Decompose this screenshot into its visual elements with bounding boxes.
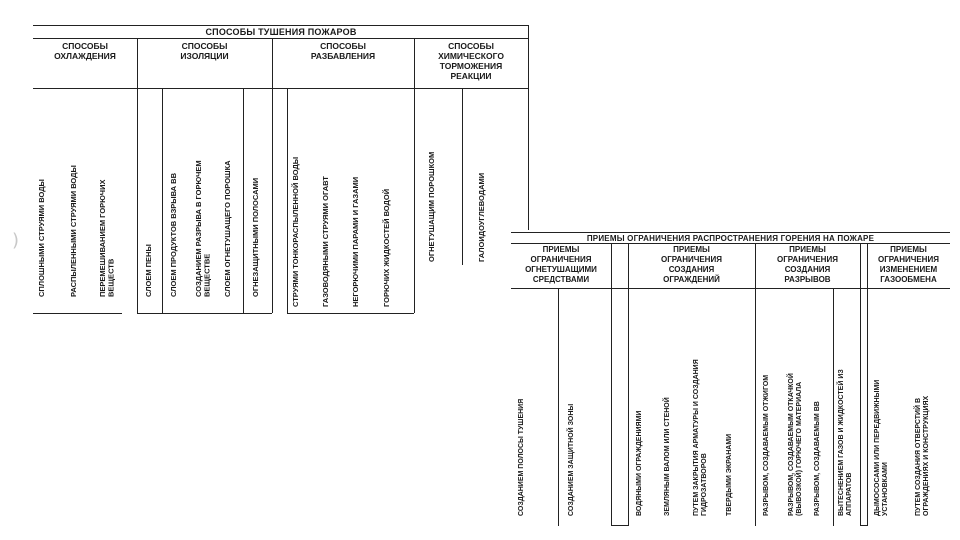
- dilution-method: СТРУЯМИ ТОНКОРАСПЫЛЕННОЙ ВОДЫ: [291, 156, 300, 307]
- table1-header-divider: [33, 88, 529, 89]
- gas-exchange-method: ПУТЕМ СОЗДАНИЯ ОТВЕРСТИЙ В ОГРАЖДЕНИЯХ И КОНСТРУКЦИЯХ: [915, 395, 930, 516]
- barrier-method: ЗЕМЛЯНЫМ ВАЛОМ ИЛИ СТЕНОЙ: [664, 397, 671, 516]
- barrier-method: ТВЕРДЫМИ ЭКРАНАМИ: [726, 433, 733, 516]
- table2-divider-4: [860, 243, 861, 526]
- header-barriers: ПРИЕМЫ ОГРАНИЧЕНИЯ СОЗДАНИЯ ОГРАЖДЕНИЙ: [661, 245, 722, 284]
- isolation-method: ОГНЕЗАЩИТНЫМИ ПОЛОСАМИ: [251, 177, 260, 297]
- table1-subdivider: [162, 88, 163, 313]
- chemical-method: ГАЛОИДОУГЛЕВОДАМИ: [477, 172, 486, 262]
- table2-top-border: [511, 232, 950, 233]
- table1-bottom-segment: [137, 313, 272, 314]
- chemical-method: ОГНЕТУШАЩИМ ПОРОШКОМ: [427, 151, 436, 262]
- table2-divider-3: [755, 243, 756, 526]
- cooling-method: ПЕРЕМЕШИВАНИЕМ ГОРЮЧИХ ВЕЩЕСТВ: [98, 179, 116, 297]
- table2-divider-2: [628, 243, 629, 526]
- break-method: РАЗРЫВОМ, СОЗДАВАЕМЫМ ОТКАЧКОЙ (ВЫВОЗКОЙ) ГОРЮЧЕГО МАТЕРИАЛА: [788, 373, 803, 516]
- header-gas-exchange: ПРИЕМЫ ОГРАНИЧЕНИЯ ИЗМЕНЕНИЕМ ГАЗООБМЕНА: [878, 245, 939, 284]
- table2-bottom-segment: [860, 525, 867, 526]
- table1-title: СПОСОБЫ ТУШЕНИЯ ПОЖАРОВ: [205, 27, 357, 37]
- table1-bottom-segment: [33, 313, 122, 314]
- dilution-method: ГАЗОВОДЯНЫМИ СТРУЯМИ ОГАВТ: [321, 176, 330, 307]
- table2-divider-5: [867, 243, 868, 526]
- table2-title-divider: [511, 243, 950, 244]
- break-method: РАЗРЫВОМ, СОЗДАВАЕМЫМ ОТЖИГОМ: [763, 374, 770, 516]
- table1-title-divider: [33, 38, 529, 39]
- dilution-method: НЕГОРЮЧИМИ ПАРАМИ И ГАЗАМИ: [351, 176, 360, 307]
- isolation-method: СОЗДАНИЕМ РАЗРЫВА В ГОРЮЧЕМ ВЕЩЕСТВЕ: [194, 160, 212, 297]
- table1-subdivider: [462, 88, 463, 265]
- break-method: РАЗРЫВОМ, СОЗДАВАЕМЫМ ВВ: [814, 401, 821, 516]
- header-agents: ПРИЕМЫ ОГРАНИЧЕНИЯ ОГНЕТУШАЩИМИ СРЕДСТВАМИ: [525, 245, 597, 284]
- cooling-method: РАСПЫЛЕННЫМИ СТРУЯМИ ВОДЫ: [69, 165, 78, 297]
- header-dilution: СПОСОБЫ РАЗБАВЛЕНИЯ: [310, 41, 376, 61]
- barrier-method: ВОДЯНЫМИ ОГРАЖДЕНИЯМИ: [636, 410, 643, 516]
- header-chemical: СПОСОБЫ ХИМИЧЕСКОГО ТОРМОЖЕНИЯ РЕАКЦИИ: [438, 41, 504, 81]
- agents-method: СОЗДАНИЕМ ПОЛОСЫ ТУШЕНИЯ: [518, 398, 525, 516]
- table2-divider-1: [611, 243, 612, 526]
- isolation-method: СЛОЕМ ОГНЕТУШАЩЕГО ПОРОШКА: [223, 160, 232, 297]
- header-isolation: СПОСОБЫ ИЗОЛЯЦИИ: [180, 41, 229, 61]
- table1-divider-2: [272, 38, 273, 313]
- gas-exchange-method: ДЫМОСОСАМИ ИЛИ ПЕРЕДВИЖНЫМИ УСТАНОВКАМИ: [874, 379, 889, 516]
- header-cooling: СПОСОБЫ ОХЛАЖДЕНИЯ: [54, 41, 116, 61]
- cooling-method: СПЛОШНЫМИ СТРУЯМИ ВОДЫ: [37, 179, 46, 297]
- table1-right-border: [528, 25, 529, 265]
- table1-divider-1: [137, 38, 138, 313]
- table2-header-divider: [511, 288, 950, 289]
- break-method: ВЫТЕСНЕНИЕМ ГАЗОВ И ЖИДКОСТЕЙ ИЗ АППАРАТОВ: [838, 369, 853, 516]
- header-breaks: ПРИЕМЫ ОГРАНИЧЕНИЯ СОЗДАНИЯ РАЗРЫВОВ: [777, 245, 838, 284]
- table1-subdivider: [243, 88, 244, 313]
- table2-bottom-segment: [611, 525, 628, 526]
- dilution-method: ГОРЮЧИХ ЖИДКОСТЕЙ ВОДОЙ: [382, 188, 391, 307]
- table1-bottom-segment: [287, 313, 414, 314]
- scroll-marker: ): [12, 230, 20, 251]
- table2-title: ПРИЕМЫ ОГРАНИЧЕНИЯ РАСПРОСТРАНЕНИЯ ГОРЕНИЯ НА ПОЖАРЕ: [586, 234, 875, 243]
- table1-subdivider: [287, 88, 288, 313]
- agents-method: СОЗДАНИЕМ ЗАЩИТНОЙ ЗОНЫ: [568, 403, 575, 516]
- barrier-method: ПУТЕМ ЗАКРЫТИЯ АРМАТУРЫ И СОЗДАНИЯ ГИДРОЗАТВОРОВ: [693, 359, 708, 516]
- isolation-method: СЛОЕМ ПЕНЫ: [144, 244, 153, 297]
- table2-subdivider: [558, 288, 559, 526]
- isolation-method: СЛОЕМ ПРОДУКТОВ ВЗРЫВА ВВ: [169, 172, 178, 297]
- table1-top-border: [33, 25, 529, 26]
- table2-subdivider: [833, 288, 834, 526]
